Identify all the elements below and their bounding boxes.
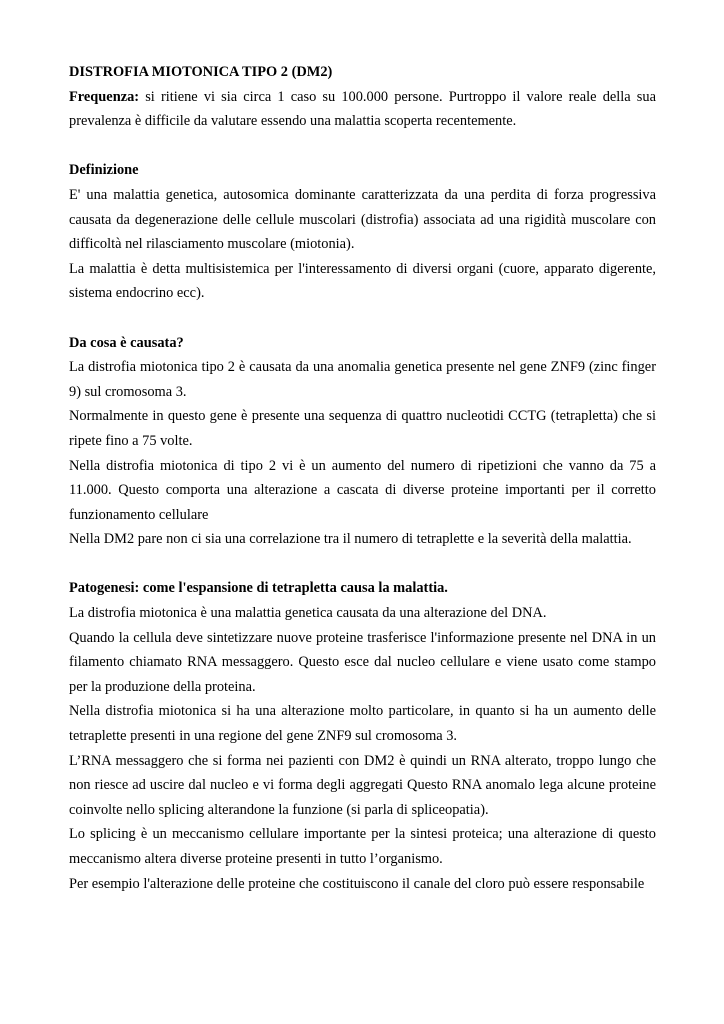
section-causa <box>69 331 656 552</box>
patogenesi-heading: Patogenesi: come l'espansione di tetrapletta causa la malattia. <box>69 580 448 597</box>
causa-paragraph-3: Nella distrofia miotonica di tipo 2 vi è un aumento del numero di ripetizioni che vanno da 75 a 11.000. Questo comporta una alterazione a cascata di diverse proteine importanti per il corretto funzionamento cellulare <box>69 457 656 523</box>
patogenesi-paragraph-2: Quando la cellula deve sintetizzare nuove proteine trasferisce l'informazione presente nel DNA in un filamento chiamato RNA messaggero. Questo esce dal nucleo cellulare e viene usato come stampo per la produzione della proteina. <box>69 629 656 695</box>
causa-paragraph-2: Normalmente in questo gene è presente una sequenza di quattro nucleotidi CCTG (tetrapletta) che si ripete fino a 75 volte. <box>69 408 656 449</box>
patogenesi-paragraph-1: La distrofia miotonica è una malattia genetica causata da una alterazione del DNA. <box>69 605 547 622</box>
causa-paragraph-4: Nella DM2 pare non ci sia una correlazione tra il numero di tetraplette e la severità della malattia. <box>69 531 632 548</box>
section-patogenesi <box>69 576 656 896</box>
frequenza-paragraph <box>69 85 656 134</box>
frequenza-label: Frequenza: <box>69 88 140 105</box>
document-page <box>69 60 656 921</box>
causa-paragraph-1: La distrofia miotonica tipo 2 è causata da una anomalia genetica presente nel gene ZNF9 (zinc finger 9) sul cromosoma 3. <box>69 359 656 400</box>
definizione-heading: Definizione <box>69 162 139 179</box>
causa-heading: Da cosa è causata? <box>69 334 184 351</box>
patogenesi-paragraph-5: Lo splicing è un meccanismo cellulare importante per la sintesi proteica; una alterazione di questo meccanismo altera diverse proteine presenti in tutto l’organismo. <box>69 826 656 867</box>
section-frequenza <box>69 85 656 134</box>
patogenesi-paragraph-6: Per esempio l'alterazione delle proteine che costituiscono il canale del cloro può essere responsabile <box>69 875 645 892</box>
definizione-paragraph-2: La malattia è detta multisistemica per l'interessamento di diversi organi (cuore, apparato digerente, sistema endocrino ecc). <box>69 260 656 302</box>
section-definizione <box>69 158 656 306</box>
patogenesi-paragraph-3: Nella distrofia miotonica si ha una alterazione molto particolare, in quanto si ha un aumento delle tetraplette presenti in una regione del gene ZNF9 sul cromosoma 3. <box>69 703 656 745</box>
frequenza-text: si ritiene vi sia circa 1 caso su 100.000 persone. Purtroppo il valore reale della sua prevalenza è difficile da valutare essendo una malattia scoperta recentemente. <box>69 88 656 130</box>
document-title: DISTROFIA MIOTONICA TIPO 2 (DM2) <box>69 64 333 80</box>
patogenesi-paragraph-4: L’RNA messaggero che si forma nei pazienti con DM2 è quindi un RNA alterato, troppo lungo che non riesce ad uscire dal nucleo e vi forma degli aggregati Questo RNA anomalo lega alcune proteine coinvolte nello splicing alterandone la funzione (si parla di spliceopatia). <box>69 752 656 818</box>
definizione-paragraph-1: E' una malattia genetica, autosomica dominante caratterizzata da una perdita di forza progressiva causata da degenerazione delle cellule muscolari (distrofia) associata ad una rigidità muscolare con difficoltà nel rilasciamento muscolare (miotonia). <box>69 186 656 253</box>
